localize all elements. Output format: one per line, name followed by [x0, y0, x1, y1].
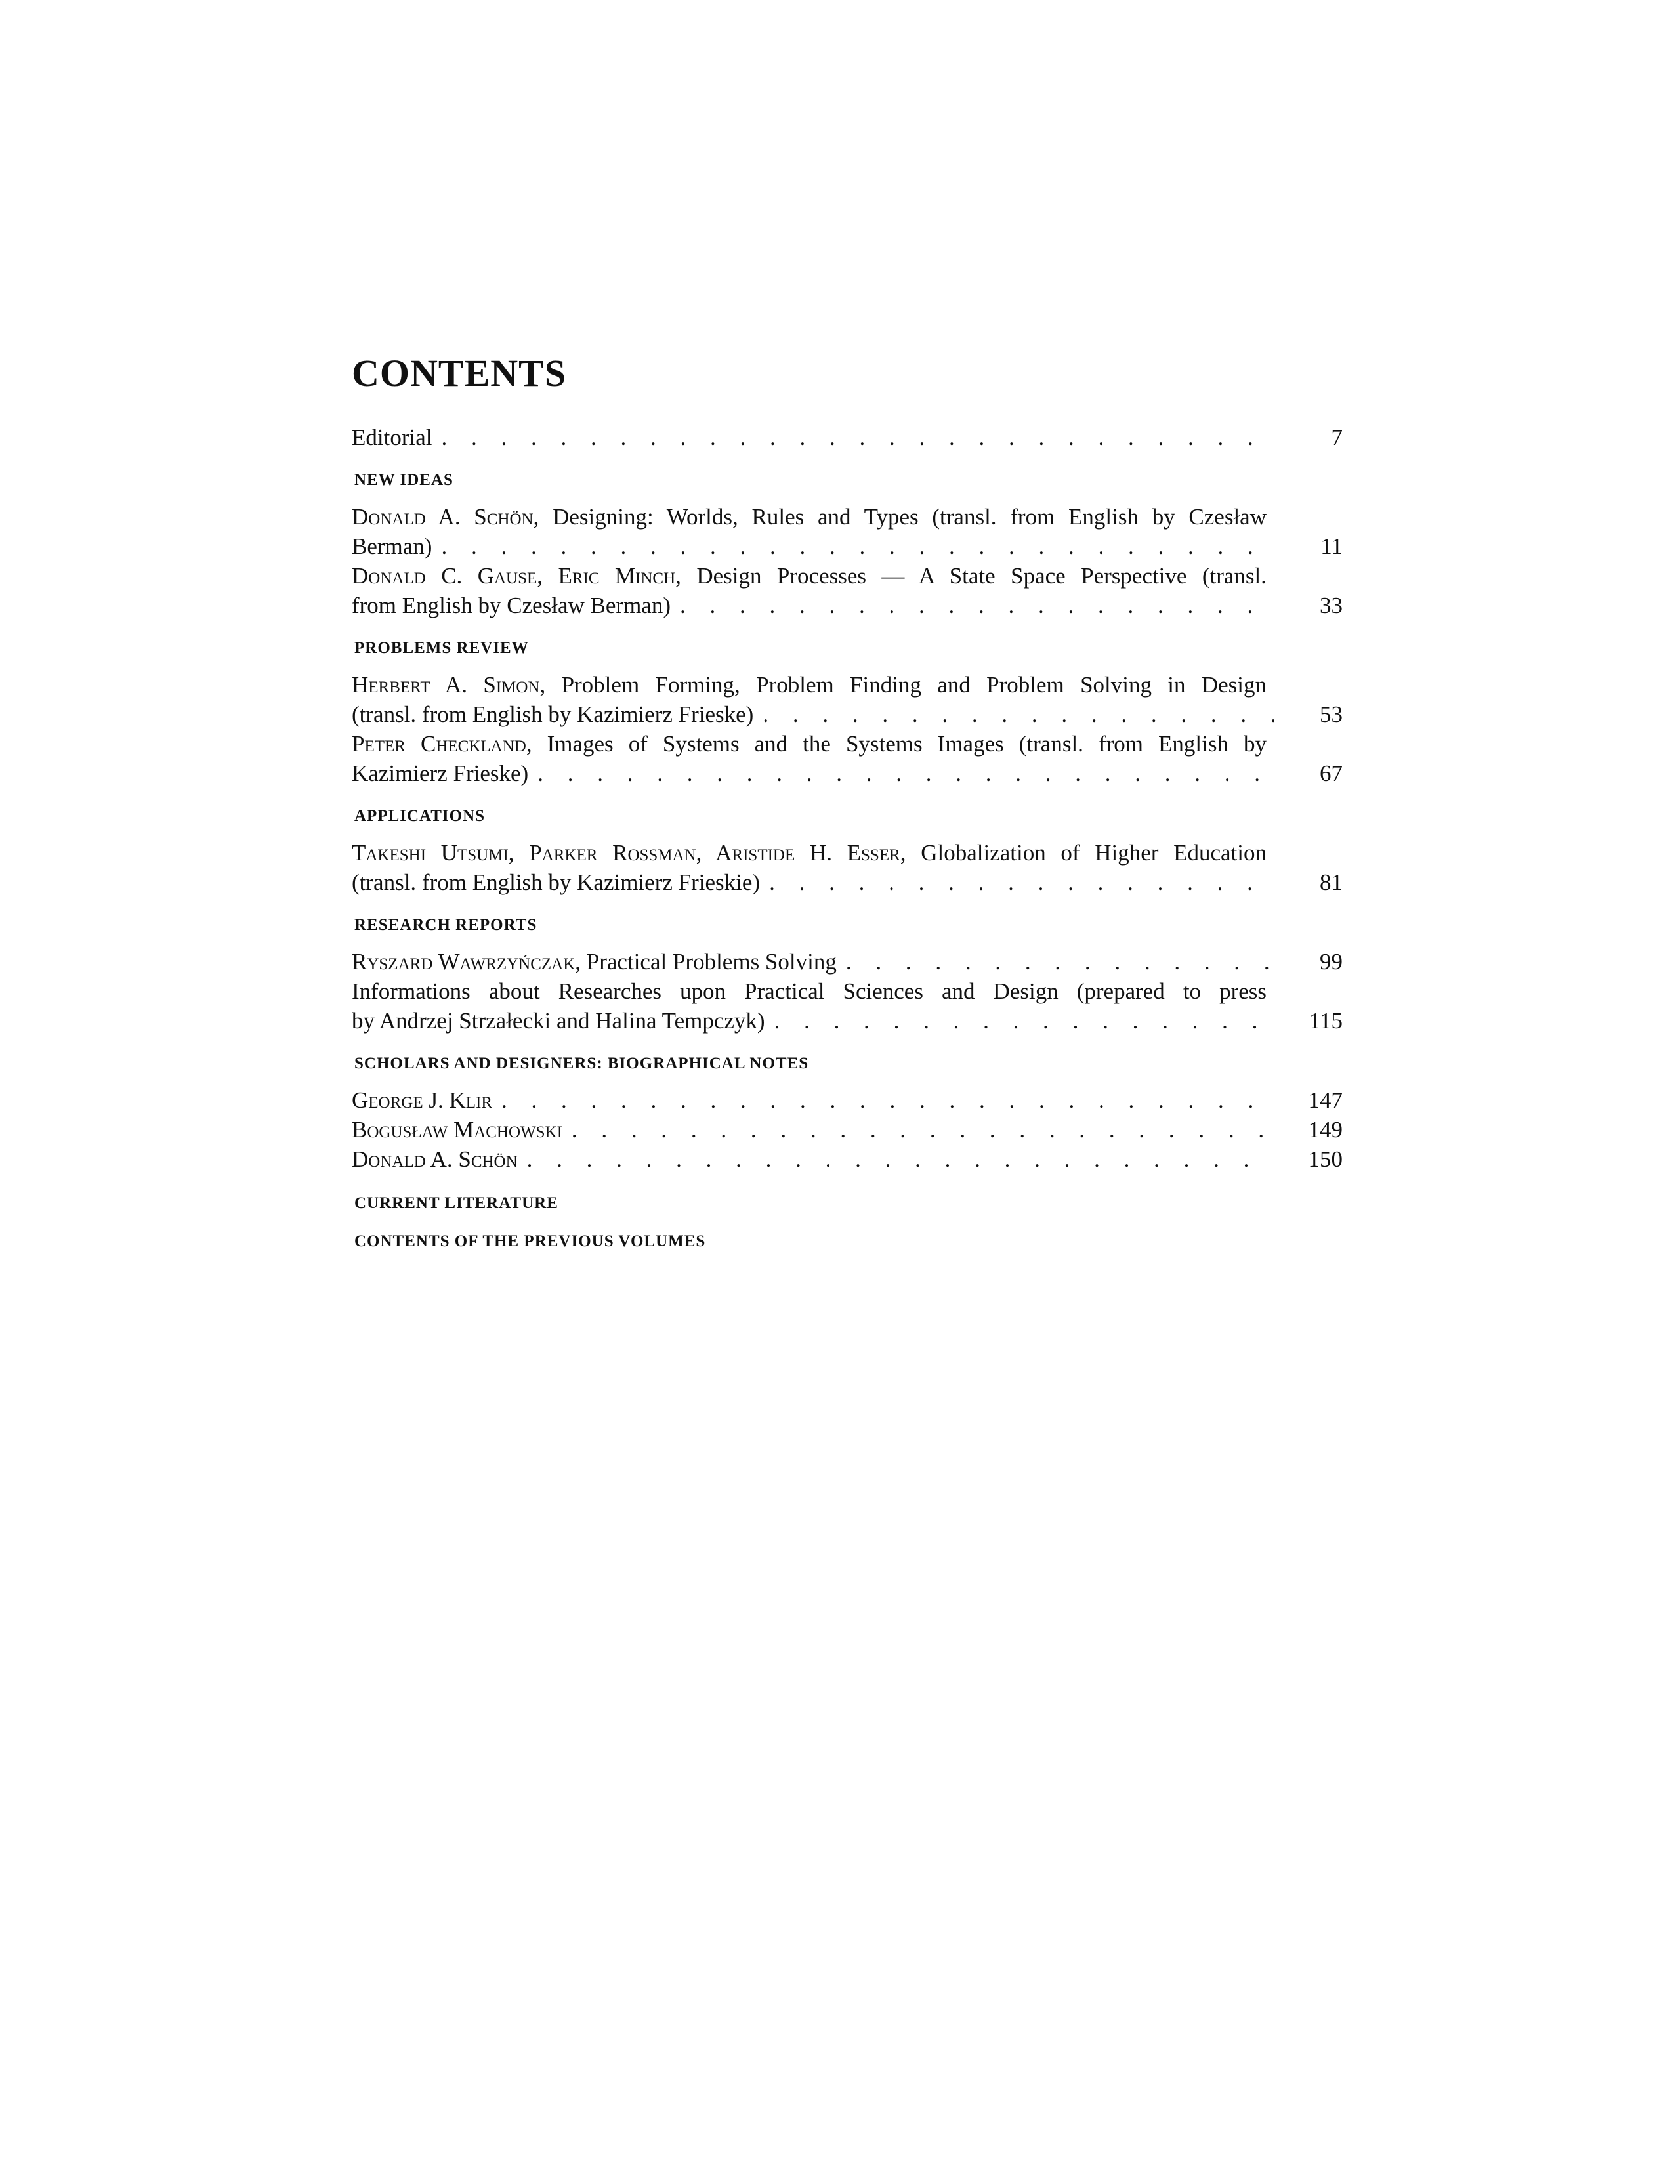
entry-title: Informations about Researches upon Practical Sciences and Design (prepared to press [352, 978, 1267, 1004]
toc-entry: Donald A. Schön, Designing: Worlds, Rules and Types (transl. from English by Czesław Berman) . . . 11 [352, 502, 1343, 561]
entry-author: Ryszard Wawrzyńczak [352, 949, 576, 975]
page-number: 150 [1308, 1146, 1343, 1172]
entry-title: Globalization of Higher Education [921, 840, 1267, 866]
entry-author: Donald A. Schön [352, 504, 534, 530]
dot-leader [441, 532, 1274, 561]
toc-entry [352, 1115, 1343, 1144]
toc-entry: Ryszard Wawrzyńczak, Practical Problems Solving . . . 99 [352, 947, 1343, 976]
entry-title: Images of Systems and the Systems Images (transl. from English by [547, 731, 1267, 757]
dot-leader [763, 700, 1274, 729]
page-number: 11 [1320, 534, 1343, 559]
toc-entry [352, 1144, 1343, 1174]
entry-author: Herbert A. Simon [352, 672, 540, 698]
entry-author: Donald A. Schön [352, 1146, 518, 1172]
entry-author: George J. Klir [352, 1087, 493, 1113]
page-number: 149 [1308, 1117, 1343, 1143]
section-heading-problems-review: PROBLEMS REVIEW [354, 639, 529, 657]
entry-title: Problem Forming, Problem Finding and Problem Solving in Design [561, 672, 1267, 698]
entry-title-continued: Kazimierz Frieske) [352, 761, 529, 786]
dot-leader [846, 947, 1274, 976]
page-number: 81 [1320, 870, 1343, 895]
section-heading-current-literature: CURRENT LITERATURE [354, 1194, 558, 1212]
entry-title: Practical Problems Solving [586, 949, 837, 975]
toc-entry: Herbert A. Simon, Problem Forming, Problem Finding and Problem Solving in Design (transl. from English by Kazimierz Frieske) . . . 53 [352, 670, 1343, 729]
section-heading-new-ideas: NEW IDEAS [354, 471, 453, 489]
dot-leader [501, 1085, 1274, 1115]
section-heading-applications: APPLICATIONS [354, 807, 486, 825]
toc-entry [352, 976, 1343, 1036]
dot-leader [572, 1115, 1274, 1144]
page-title: CONTENTS [352, 352, 567, 394]
entry-title-continued: by Andrzej Strzałecki and Halina Tempczyk) [352, 1008, 765, 1034]
toc-entry: Donald C. Gause, Eric Minch, Design Processes — A State Space Perspective (transl. from English by Czesław Berman) . . . 33 [352, 561, 1343, 620]
dot-leader [527, 1144, 1274, 1174]
toc-entry-editorial [352, 423, 1343, 452]
page-number: 147 [1308, 1087, 1343, 1113]
page-number: 53 [1320, 702, 1343, 727]
entry-author: Bogusław Machowski [352, 1117, 562, 1143]
dot-leader [769, 868, 1274, 897]
entry-title-continued: from English by Czesław Berman) [352, 593, 671, 618]
page-number: 67 [1320, 761, 1343, 786]
entry-author: Peter Checkland [352, 731, 526, 757]
dot-leader [441, 423, 1274, 452]
entry-title-continued: Berman) [352, 534, 432, 559]
page-number: 33 [1320, 593, 1343, 618]
entry-author: Donald C. Gause, Eric Minch [352, 563, 676, 589]
entry-title: Design Processes — A State Space Perspective (transl. [696, 563, 1267, 589]
dot-leader [774, 1006, 1274, 1036]
section-heading-biographical-notes: SCHOLARS AND DESIGNERS: BIOGRAPHICAL NOTES [354, 1055, 809, 1072]
section-heading-research-reports: RESEARCH REPORTS [354, 916, 537, 934]
dot-leader [537, 759, 1274, 788]
table-of-contents [352, 354, 1343, 1263]
entry-title-continued: (transl. from English by Kazimierz Frieskie) [352, 870, 761, 895]
entry-title: Designing: Worlds, Rules and Types (transl. from English by Czesław [553, 504, 1267, 530]
entry-author: Takeshi Utsumi, Parker Rossman, Aristide H. Esser [352, 840, 900, 866]
page-number: 115 [1309, 1008, 1343, 1034]
toc-entry [352, 1085, 1343, 1115]
entry-text: Editorial [352, 425, 432, 450]
page-number: 7 [1331, 425, 1343, 450]
dot-leader [680, 591, 1274, 620]
page-number: 99 [1320, 949, 1343, 975]
toc-entry: Peter Checkland, Images of Systems and the Systems Images (transl. from English by Kazimierz Frieske) . . . 67 [352, 729, 1343, 788]
section-heading-previous-volumes: CONTENTS OF THE PREVIOUS VOLUMES [354, 1232, 706, 1250]
entry-title-continued: (transl. from English by Kazimierz Frieske) [352, 702, 754, 727]
toc-entry: Takeshi Utsumi, Parker Rossman, Aristide H. Esser, Globalization of Higher Education (transl. from English by Kazimierz Frieskie) . . . 81 [352, 838, 1343, 897]
